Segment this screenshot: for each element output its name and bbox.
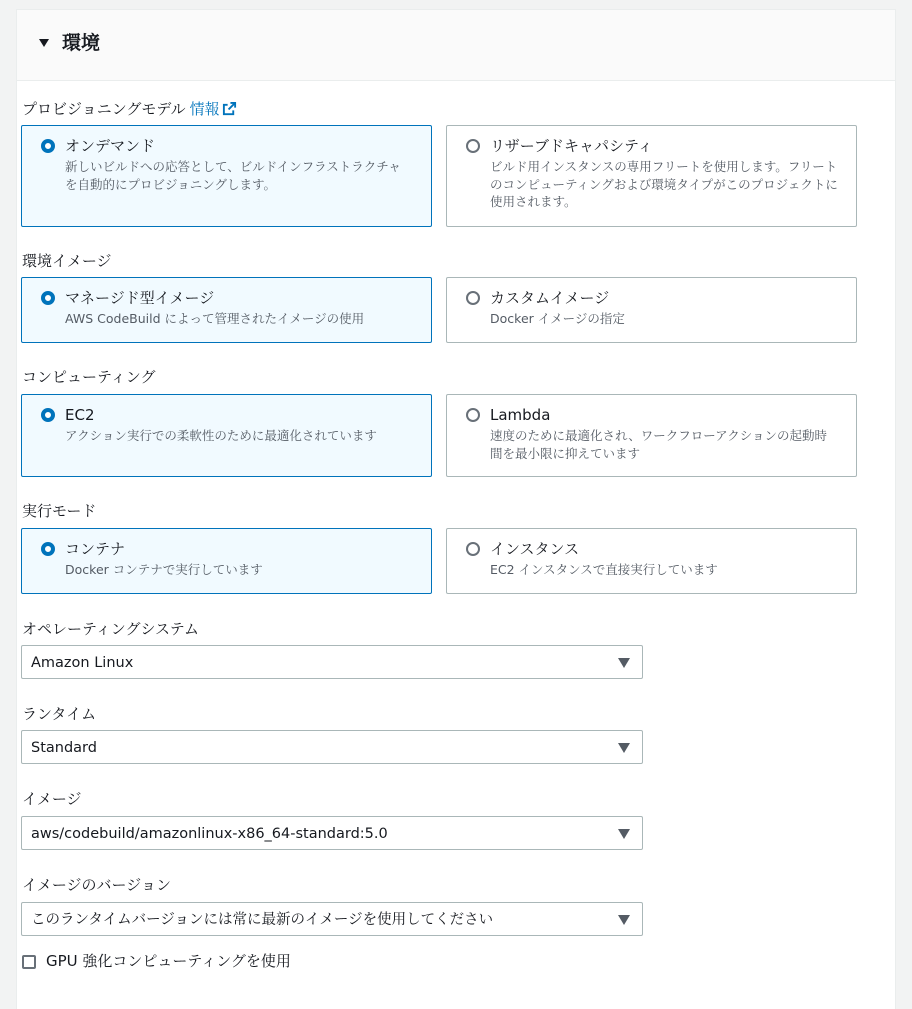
caret-down-icon (618, 829, 630, 839)
compute-option-ec2[interactable]: EC2 アクション実行での柔軟性のために最適化されています (21, 394, 432, 477)
radio-icon[interactable] (466, 408, 480, 422)
run-mode-label: 実行モード (22, 502, 97, 520)
os-label: オペレーティングシステム (22, 620, 200, 638)
image-select[interactable]: aws/codebuild/amazonlinux-x86_64-standard:5.0 (21, 816, 643, 850)
caret-down-icon (618, 915, 630, 925)
external-link-icon[interactable] (222, 101, 237, 121)
gpu-checkbox-label[interactable]: GPU 強化コンピューティングを使用 (46, 952, 291, 970)
runtime-label: ランタイム (22, 705, 97, 723)
caret-down-icon (618, 743, 630, 753)
radio-selected-icon[interactable] (41, 291, 55, 305)
compute-option-lambda[interactable]: Lambda 速度のために最適化され、ワークフローアクションの起動時間を最小限に抑えています (446, 394, 857, 477)
provisioning-option-on-demand[interactable]: オンデマンド 新しいビルドへの応答として、ビルドインフラストラクチャを自動的にプロビジョニングします。 (21, 125, 432, 227)
run-mode-option-instance[interactable]: インスタンス EC2 インスタンスで直接実行しています (446, 528, 857, 594)
caret-down-icon[interactable] (39, 39, 49, 47)
provisioning-option-reserved-capacity[interactable]: リザーブドキャパシティ ビルド用インスタンスの専用フリートを使用します。フリートのコンピューティングおよび環境タイプがこのプロジェクトに使用されます。 (446, 125, 857, 227)
info-link[interactable]: 情報 (189, 100, 220, 118)
run-mode-option-container[interactable]: コンテナ Docker コンテナで実行しています (21, 528, 432, 594)
runtime-select[interactable]: Standard (21, 730, 643, 764)
radio-selected-icon[interactable] (41, 408, 55, 422)
env-image-option-managed[interactable]: マネージド型イメージ AWS CodeBuild によって管理されたイメージの使用 (21, 277, 432, 343)
environment-image-label: 環境イメージ (22, 252, 112, 270)
radio-icon[interactable] (466, 542, 480, 556)
compute-label: コンピューティング (22, 368, 156, 386)
image-version-select[interactable]: このランタイムバージョンには常に最新のイメージを使用してください (21, 902, 643, 936)
provisioning-label: プロビジョニングモデル 情報 (22, 99, 237, 121)
env-image-option-custom[interactable]: カスタムイメージ Docker イメージの指定 (446, 277, 857, 343)
image-version-label: イメージのバージョン (22, 876, 171, 894)
section-title: 環境 (62, 32, 101, 54)
image-label: イメージ (22, 790, 82, 808)
os-select[interactable]: Amazon Linux (21, 645, 643, 679)
radio-selected-icon[interactable] (41, 542, 55, 556)
gpu-checkbox[interactable] (22, 955, 36, 969)
radio-icon[interactable] (466, 291, 480, 305)
section-header[interactable] (17, 10, 895, 81)
radio-selected-icon[interactable] (41, 139, 55, 153)
caret-down-icon (618, 658, 630, 668)
radio-icon[interactable] (466, 139, 480, 153)
